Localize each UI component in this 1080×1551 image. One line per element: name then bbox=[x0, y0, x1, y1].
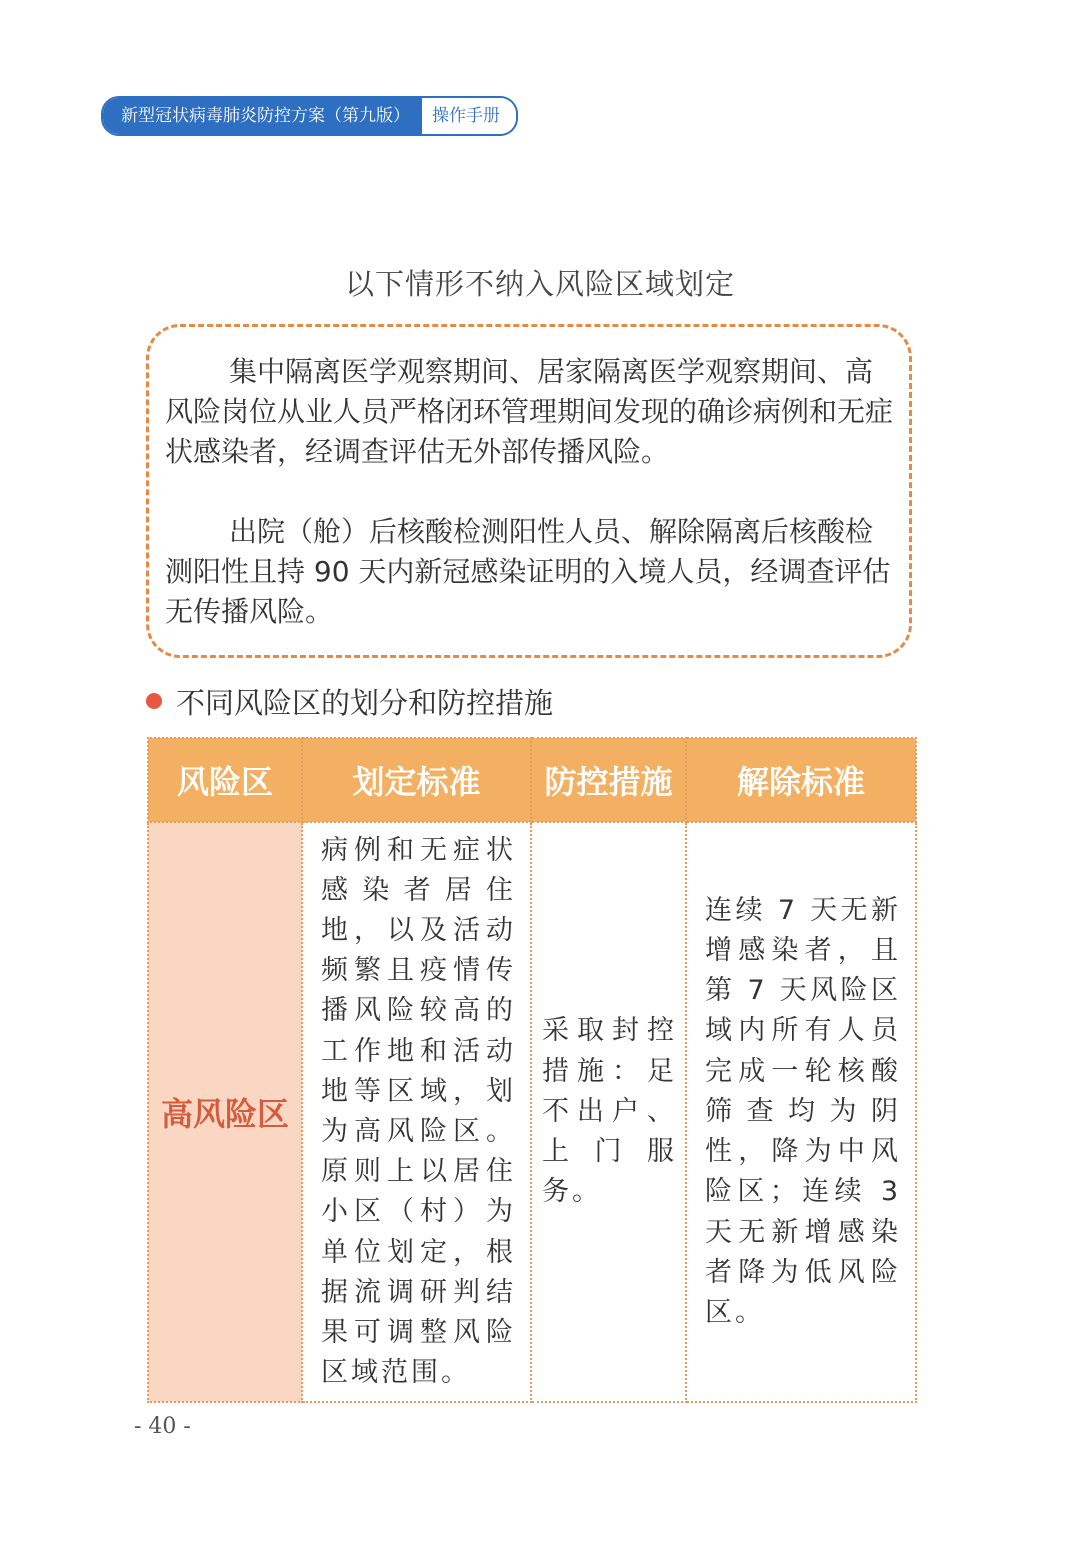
header-criteria: 划定标准 bbox=[302, 738, 531, 822]
note-paragraph: 集中隔离医学观察期间、居家隔离医学观察期间、高风险岗位从业人员严格闭环管理期间发现的确诊病例和无症状感染者，经调查评估无外部传播风险。 bbox=[165, 355, 894, 468]
bullet-heading: 不同风险区的划分和防控措施 bbox=[176, 686, 554, 720]
bullet-dot-icon bbox=[146, 693, 162, 709]
document-title: 新型冠状病毒肺炎防控方案（第九版） bbox=[103, 98, 422, 134]
zone-cell: 高风险区 bbox=[148, 822, 302, 1402]
measures-cell: 采取封控措施：足不出户、上门服务。 bbox=[531, 822, 686, 1402]
risk-zone-table bbox=[147, 737, 917, 1403]
page-number: - 40 - bbox=[134, 1414, 191, 1439]
note-paragraph: 出院（舱）后核酸检测阳性人员、解除隔离后核酸检测阳性且持 90 天内新冠感染证明的入境人员，经调查评估无传播风险。 bbox=[165, 515, 891, 628]
header-zone: 风险区 bbox=[148, 738, 302, 822]
header-release: 解除标准 bbox=[686, 738, 916, 822]
document-tag: 操作手册 bbox=[422, 98, 516, 134]
criteria-cell: 病例和无症状感染者居住地，以及活动频繁且疫情传播风险较高的工作地和活动地等区域，划为高风险区。原则上以居住小区（村）为单位划定，根据流调研判结果可调整风险区域范围。 bbox=[302, 822, 531, 1402]
header-measures: 防控措施 bbox=[531, 738, 686, 822]
release-cell: 连续 7 天无新增感染者，且第 7 天风险区域内所有人员完成一轮核酸筛查均为阴性，降为中风险区；连续 3 天无新增感染者降为低风险区。 bbox=[686, 822, 916, 1402]
table-header-row bbox=[148, 738, 916, 822]
section-title: 以下情形不纳入风险区域划定 bbox=[344, 267, 735, 301]
document-header-badge bbox=[101, 96, 518, 136]
table-row bbox=[148, 822, 916, 1402]
